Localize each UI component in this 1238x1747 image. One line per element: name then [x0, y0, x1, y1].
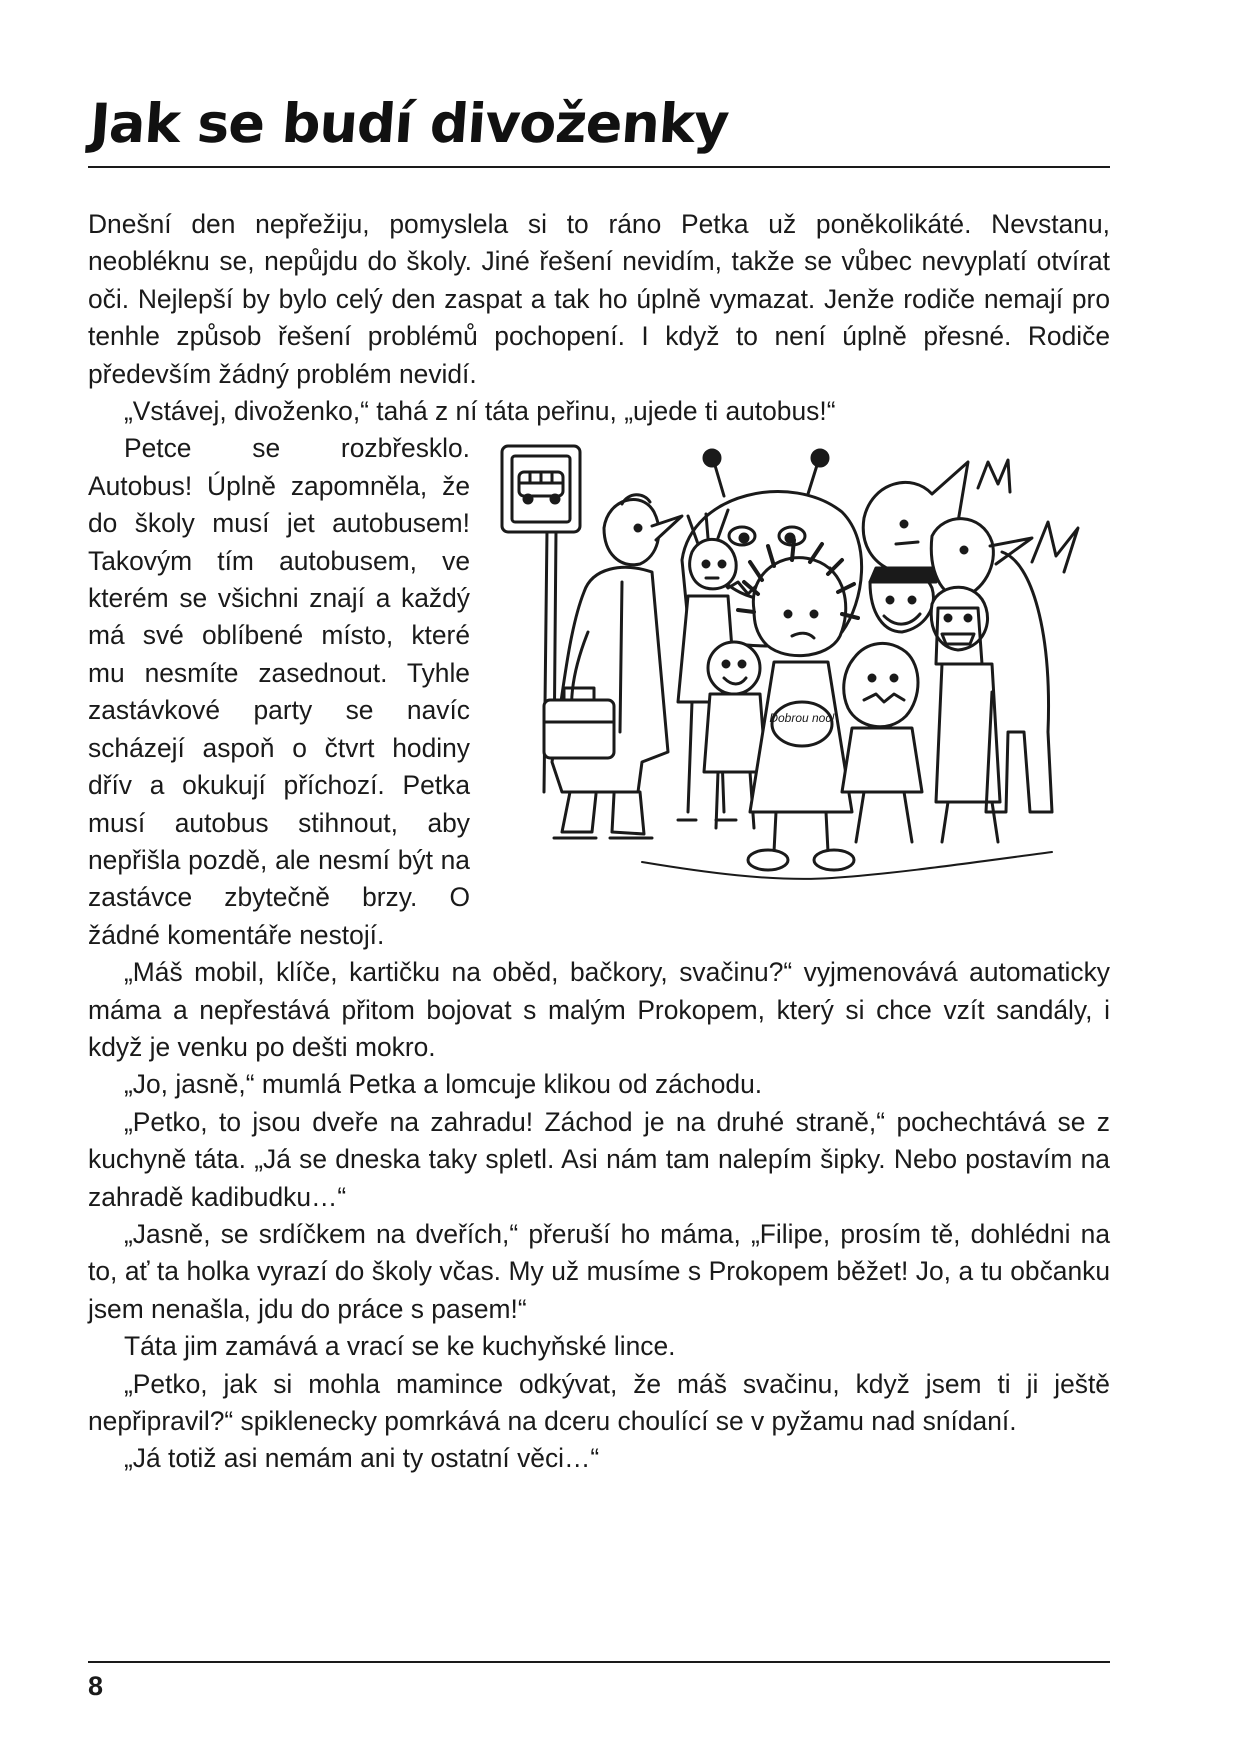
- page-number: 8: [88, 1671, 104, 1701]
- chapter-body: [88, 206, 1110, 1478]
- paragraph-text: Petce se rozbřesklo. Autobus! Úplně zapomněla, že do školy musí jet autobusem! Takovým tím autobusem, ve kterém se všichni znají a každý má své oblíbené místo, které mu nesmíte zasednout. Tyhle zastávkové party se navíc scházejí aspoň o čtvrt hodiny dřív a okukují příchozí. Petka musí autobus stihnout, aby nepřišla pozdě, ale nesmí být na zastávce zbytečně brzy. O žádné komentáře nestojí.: [88, 433, 470, 950]
- bus-stop-crowd-illustration: [492, 432, 1110, 906]
- paragraph: „Vstávej, divoženko,“ tahá z ní táta peřinu, „ujede ti autobus!“: [124, 396, 836, 427]
- paragraph: Dnešní den nepřežiju, pomyslela si to ráno Petka už poněkolikáté. Nevstanu, neobléknu se, nepůjdu do školy. Jiné řešení nevidím, takže se vůbec nevyplatí otvírat oči. Nejlepší by bylo celý den zaspat a tak ho úplně vymazat. Jenže rodiče nemají pro tenhle způsob řešení problémů pochopení. I když to není úplně přesné. Rodiče především žádný problém nevidí.: [88, 209, 1110, 389]
- book-page: [88, 0, 1110, 1747]
- crowd-right-figure: [842, 460, 1078, 842]
- man-with-briefcase-figure: [544, 495, 682, 838]
- paragraph: „Petko, to jsou dveře na zahradu! Záchod je na druhé straně,“ pochechtává se z kuchyně táta. „Já se dneska taky spletl. Asi nám tam nalepím šipky. Nebo postavím na zahradě kadibudku…“: [88, 1106, 1110, 1212]
- footer-divider: [88, 1661, 1110, 1663]
- shirt-text: Dobrou noc!: [769, 711, 835, 726]
- title-divider: [88, 166, 1110, 168]
- paragraph-with-illustration: [88, 430, 1110, 954]
- chapter-title: Jak se budí divoženky: [88, 92, 731, 155]
- paragraph: „Máš mobil, klíče, kartičku na oběd, bačkory, svačinu?“ vyjmenovává automaticky máma a nepřestává přitom bojovat s malým Prokopem, který si chce vzít sandály, i když je venku po dešti mokro.: [88, 957, 1110, 1062]
- paragraph: Táta jim zamává a vrací se ke kuchyňské lince.: [124, 1331, 676, 1362]
- paragraph: „Jasně, se srdíčkem na dveřích,“ přeruší ho máma, „Filipe, prosím tě, dohlédni na to, ať ta holka vyrazí do školy včas. My už musíme s Prokopem běžet! Jo, a tu občanku jsem nenašla, jdu do práce s pasem!“: [88, 1218, 1110, 1324]
- paragraph: „Petko, jak si mohla mamince odkývat, že máš svačinu, když jsem ti ji ještě nepřipravil?“ spiklenecky pomrkává na dceru choulící se v pyžamu nad snídaní.: [88, 1368, 1110, 1436]
- paragraph: „Já totiž asi nemám ani ty ostatní věci…“: [124, 1443, 600, 1474]
- paragraph: „Jo, jasně,“ mumlá Petka a lomcuje klikou od záchodu.: [124, 1069, 763, 1100]
